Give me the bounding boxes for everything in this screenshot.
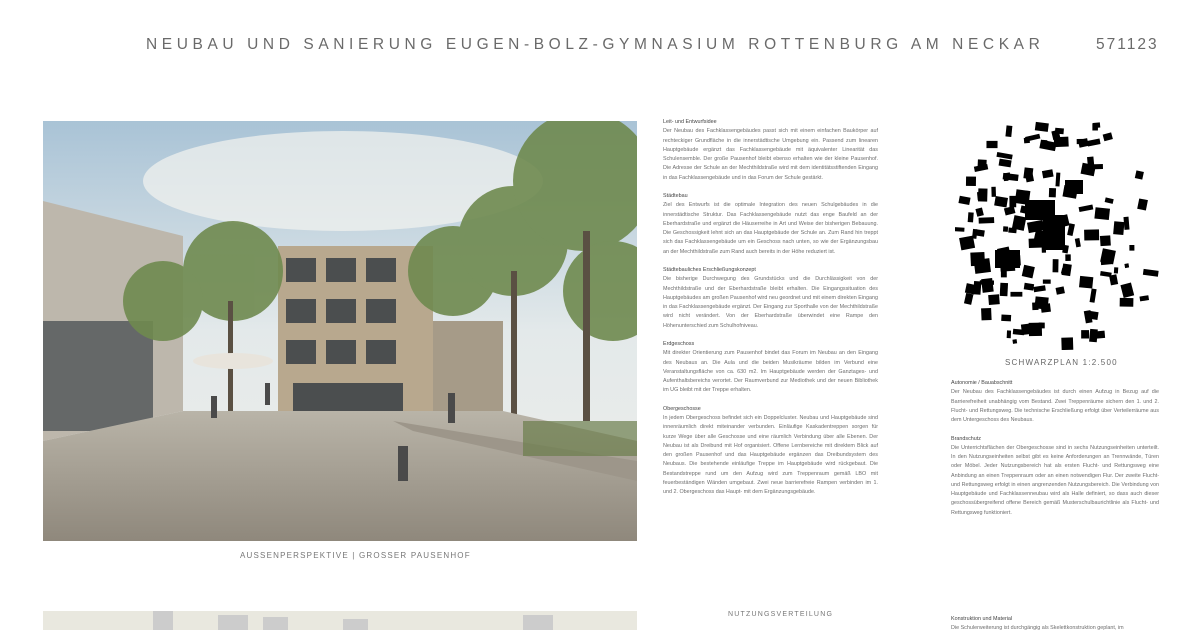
school-building-footprint: [995, 250, 1020, 268]
building-footprint: [1024, 137, 1030, 143]
building-footprint: [1039, 323, 1045, 329]
building-footprint: [978, 159, 987, 166]
building-footprint: [1079, 205, 1094, 213]
nutzungsverteilung-caption: NUTZUNGSVERTEILUNG: [728, 611, 834, 618]
building-footprint: [986, 141, 997, 148]
section-erschliessung: [663, 266, 878, 331]
section-heading: Leit- und Entwurfsidee: [663, 119, 717, 125]
building-footprint: [975, 207, 983, 216]
building-footprint: [988, 294, 1000, 305]
section-autonomie: [951, 379, 1159, 425]
building-footprint: [1123, 217, 1129, 230]
building-footprint: [1049, 188, 1056, 197]
schwarzplan-caption: SCHWARZPLAN 1:2.500: [1005, 358, 1118, 367]
building-footprint: [1090, 288, 1097, 302]
building-footprint: [1084, 229, 1099, 240]
section-body: Der Neubau des Fachklassengebäudes passt sich mit einem einfachen Baukörper auf rechteckiger Grundfläche in die innerstädtische Umgebung ein. Passend zum linearen Hauptgebäude ergänzt das Fachklassengebäude mit äquivalenter Linearität das Schulensemble. Der große Pausenhof bleibt ebenso erhalten wie der kleine Pausenhof. Die Adresse der Schule an der Mechthildstraße wird mit dem identitätsstiftenden Eingang in das Fachklassengebäude und in das Forum der Schule gestärkt.: [663, 128, 878, 181]
building-footprint: [1035, 122, 1049, 132]
building-footprint: [1100, 271, 1112, 277]
section-heading: Konstruktion und Material: [951, 616, 1013, 622]
building-footprint: [1135, 170, 1144, 179]
building-footprint: [978, 188, 988, 201]
building-footprint: [1103, 132, 1113, 141]
section-body: Die Unterrichtsflächen der Obergeschosse sind in sechs Nutzungseinheiten unterteilt. In den Nutzungseinheiten selbst gibt es keine Anforderungen an Trennwände, Türen oder Möbel. Jeder Nutzungsbereich hat als ersten Flucht- und Rettungsweg eine Anbindung an einen Treppenraum oder an einen notwendigen Flur. Der zweite Flucht- und Rettungsweg erfolgt in einen angrenzenden Nutzungsbereich. Die Verbindung von Hauptgebäude und Fachklassenneubau wird als Halle definiert, so dass auch dieser geschossübergreifend offene Bereich gemäß Musterschulbaurichtlinie als Flucht- und Rettungsweg funktioniert.: [951, 444, 1159, 516]
school-building-footprint: [1043, 215, 1065, 250]
building-footprint: [1129, 245, 1134, 251]
building-footprint: [1100, 248, 1116, 264]
building-footprint: [1024, 283, 1034, 291]
building-footprint: [1008, 227, 1017, 233]
building-footprint: [1001, 315, 1011, 322]
building-footprint: [964, 293, 973, 305]
building-footprint: [1087, 139, 1101, 147]
building-footprint: [999, 159, 1012, 168]
site-plan-preview: [43, 611, 637, 630]
building-footprint: [1062, 264, 1072, 277]
section-body: Ziel des Entwurfs ist die optimale Integration des neuen Schulgebäudes in die innerstädtische Struktur. Das Fachklassengebäude nutzt das enge Baufeld an der Eberhardstraße und ergänzt die Häuserreihe in Art und Weise der bisherigen Bebauung. Die Geschossigkeit lehnt sich an das Hauptgebäude der Schule an. Zum Rand hin treppt sich das Fachklassengebäude um ein Geschoss nach unten, so wie der Ergänzungsbau an der Mechthildstraße zum Rand auch bereits in der Höhe reduziert ist.: [663, 202, 878, 255]
section-brandschutz: [951, 435, 1159, 518]
section-body: Die Schulerweiterung ist durchgängig als Skelettkonstruktion geplant, im: [951, 625, 1124, 632]
section-heading: Brandschutz: [951, 435, 981, 442]
schwarzplan-figure-ground: [955, 120, 1160, 350]
building-footprint: [979, 217, 995, 224]
building-footprint: [1007, 330, 1011, 338]
building-footprint: [1143, 269, 1159, 277]
render-caption: AUSSENPERSPEKTIVE | GROSSER PAUSENHOF: [240, 551, 471, 560]
section-erdgeschoss: [663, 340, 878, 396]
building-footprint: [1139, 295, 1149, 301]
building-footprint: [981, 308, 992, 320]
building-footprint: [1061, 337, 1073, 350]
building-footprint: [972, 229, 977, 239]
building-footprint: [1004, 172, 1011, 178]
building-footprint: [1042, 169, 1054, 178]
section-leitidee: [663, 118, 878, 183]
section-konstruktion: [951, 615, 1159, 634]
board-title: NEUBAU UND SANIERUNG EUGEN-BOLZ-GYMNASIUM ROTTENBURG AM NECKAR: [146, 36, 1045, 53]
building-footprint: [994, 196, 1008, 208]
building-footprint: [1034, 296, 1048, 309]
building-footprint: [996, 152, 1012, 159]
section-heading: Autonomie / Bauabschnitt: [951, 380, 1013, 386]
building-footprint: [1079, 276, 1093, 289]
building-footprint: [1124, 263, 1129, 268]
building-footprint: [1081, 330, 1089, 338]
building-footprint: [1075, 238, 1081, 247]
building-footprint: [1089, 329, 1098, 342]
building-footprint: [1120, 283, 1134, 298]
school-building-footprint: [1065, 180, 1083, 194]
building-footprint: [1003, 226, 1008, 232]
building-footprint: [991, 187, 996, 197]
building-footprint: [955, 227, 965, 232]
building-footprint: [1055, 173, 1060, 187]
building-footprint: [1043, 279, 1051, 283]
building-footprint: [1055, 128, 1064, 135]
text-column-right: [951, 379, 1159, 527]
building-footprint: [1120, 298, 1134, 307]
section-heading: Städtebauliches Erschließungskonzept: [663, 267, 756, 273]
building-footprint: [1114, 267, 1118, 273]
entry-number: 571123: [1096, 36, 1159, 53]
section-obergeschosse: [663, 405, 878, 498]
building-footprint: [1100, 235, 1111, 246]
building-footprint: [1013, 329, 1025, 335]
building-footprint: [1053, 259, 1059, 272]
section-staedtebau: [663, 192, 878, 257]
building-footprint: [974, 258, 991, 274]
building-footprint: [1113, 221, 1124, 235]
building-footprint: [958, 196, 970, 205]
building-footprint: [1012, 339, 1017, 344]
section-body: Der Neubau des Fachklassengebäudes ist durch einen Aufzug in Bezug auf die Barrierefreiheit unabhängig vom Bestand. Zwei Treppenräume sichern den 1. und 2. Flucht- und Rettungsweg. Die technische Erschließung erfolgt über Verteilerräume aus dem Untergeschoss des Neubaus.: [951, 389, 1159, 423]
building-footprint: [1094, 207, 1110, 220]
section-body: Die bisherige Durchwegung des Grundstücks und die Durchlässigkeit von der Mechthildstraße und der Eberhardstraße bleibt erhalten. Die Eingangssituation des Hauptgebäudes am großen Pausenhof wird neu geordnet und mit einem direkten Eingang in das Fachklassengebäude ergänzt. Der Eingang zur Sporthalle von der Mechthildstraße wird nicht verändert. Von der Eberhardstraße überwindet eine Rampe den Höhenunterschied zum Schulhofniveau.: [663, 276, 878, 329]
building-footprint: [1000, 283, 1008, 296]
building-footprint: [968, 212, 974, 222]
building-footprint: [1092, 123, 1098, 130]
building-footprint: [1089, 311, 1099, 320]
building-footprint: [966, 176, 976, 185]
text-column-main: [663, 118, 878, 507]
building-footprint: [1005, 125, 1012, 137]
building-footprint: [1004, 206, 1016, 216]
section-body: Mit direkter Orientierung zum Pausenhof bindet das Forum im Neubau an den Eingang des Neubaus an. Die Aula und die beiden Musikräume bilden im Verbund eine Veranstaltungsfläche von ca. 630 m2. Im Hauptgebäude werden der Ganztages- und Aufenthaltsbereichs verortet. Der Raumverbund zur Mediothek und der neuen Bibliothek im UG bleibt mit der Treppe erhalten.: [663, 350, 878, 394]
exterior-perspective-render: [43, 121, 637, 541]
building-footprint: [1033, 285, 1045, 292]
building-footprint: [1105, 197, 1114, 203]
section-body: In jedem Obergeschoss befindet sich ein Doppelcluster. Neubau und Hauptgebäude sind innenräumlich direkt miteinander verbunden. Einläufige Kaskadentreppen sorgen für kurze Wege über alle Geschosse und eine räumlich Verbindung über alle Ebenen. Der Neubau ist als Dreibund mit Hof organisiert. Offene Lernbereiche mit direktem Blick auf den großen Pausenhof und das Hauptgebäude ergänzen das Dreibundsystem des Neubaus. Die bestehende einläufige Treppe im Hauptgebäude wird rückgebaut. Die Bestandstreppe rund um den Aufzug wird zum Treppenraum gemäß LBO mit feuerbeständigen Wänden umgebaut. Zwei neue barrierefreie Rampen verbinden im 1. und 2. Obergeschoss das Haupt- mit dem Ergänzungsgebäude.: [663, 415, 878, 495]
building-footprint: [1022, 265, 1035, 279]
building-footprint: [981, 278, 994, 293]
section-heading: Erdgeschoss: [663, 341, 695, 347]
building-footprint: [1065, 254, 1071, 261]
section-heading: Obergeschosse: [663, 405, 701, 412]
building-footprint: [1010, 292, 1022, 297]
building-footprint: [1137, 198, 1148, 210]
building-footprint: [973, 281, 981, 295]
building-footprint: [1056, 286, 1065, 294]
section-heading: Städtebau: [663, 193, 688, 199]
